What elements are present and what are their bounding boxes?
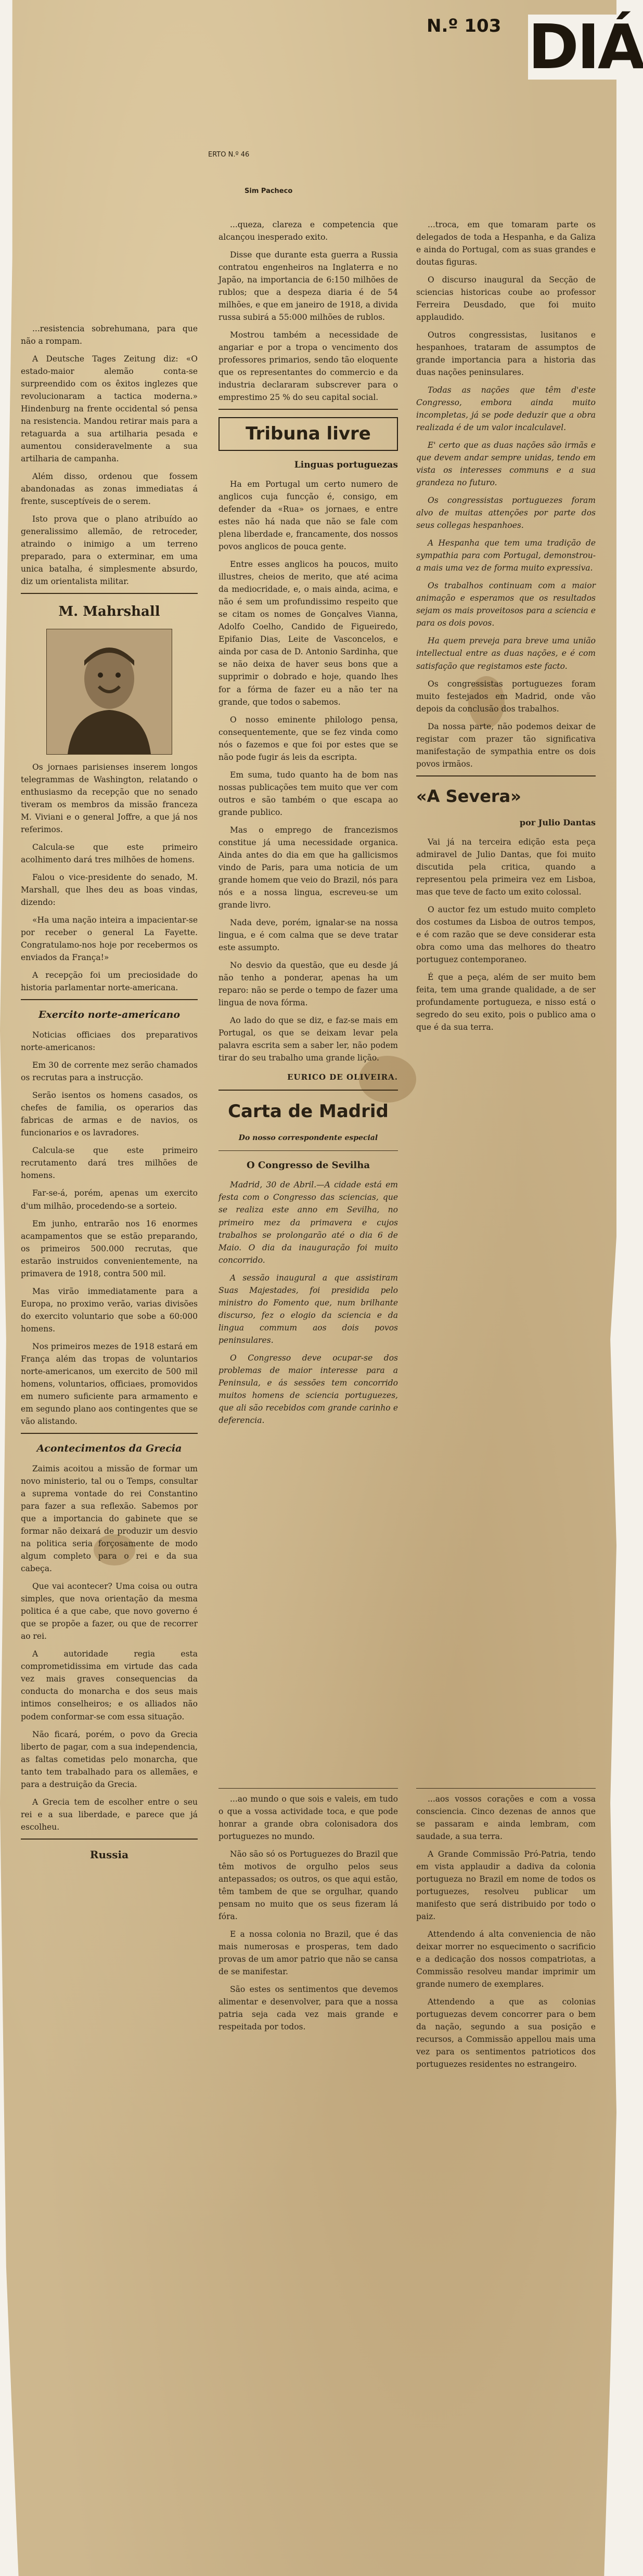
paragraph: A autoridade regia esta comprometidissima em virtude das cada vez mais graves consequencias da conducta do monarcha e dos seus mais intimos conselheiros; e os alliados não podem conformar-se com essa situação.	[21, 1649, 198, 1721]
divider	[21, 1839, 198, 1840]
paragraph: Em junho, entrarão nos 16 enormes acampamentos que se estão preparando, os primeiros 500.000 recrutas, que estarão instruidos convenientemente, na primavera de 1918, contra 500 mil.	[21, 1219, 198, 1278]
paragraph: Falou o vice-presidente do senado, M. Marshall, que lhes deu as boas vindas, dizendo:	[21, 872, 198, 907]
divider	[21, 593, 198, 594]
section-title-congresso: O Congresso de Sevilha	[246, 1159, 370, 1171]
paragraph: Não ficará, porém, o povo da Grecia liberto de pagar, com a sua independencia, as faltas cometidas pelo monarcha, que tanto tem trabalhado para os allemães, e para a destruição da Grecia.	[21, 1729, 198, 1789]
divider	[218, 1788, 398, 1789]
paragraph: Da nossa parte, não podemos deixar de registar com prazer tão significativa manifestação de sympathia entre os dois povos irmãos.	[416, 721, 596, 769]
section-subtitle-linguas: Linguas portuguezas	[294, 459, 398, 470]
masthead-title: DIÁ	[528, 11, 643, 83]
section-title-grecia: Acontecimentos da Grecia	[36, 1442, 182, 1454]
paragraph: A Grande Commissão Pró-Patria, tendo em vista applaudir a dadiva da colonia portugueza no Brazil em nome de todos os portuguezes, resolveu publicar um manifesto que será distribuido por todo o paiz.	[416, 1849, 596, 1922]
paragraph: Que vai acontecer? Uma coisa ou outra simples, que nova orientação da mesma politica é a que cabe, que novo governo é que se propõe a fazer, ou que de recorrer ao rei.	[21, 1582, 198, 1641]
paragraph: Os congressistas portuguezes foram muito festejados em Madrid, onde vão depois da conclusão dos trabalhos.	[416, 679, 596, 714]
paragraph: Os congressistas portuguezes foram alvo de muitas attenções por parte dos seus collegas hespanhoes.	[416, 496, 596, 530]
paragraph: Disse que durante esta guerra a Russia contratou engenheiros na Inglaterra e no Japão, na importancia de 6:150 milhões de rublos; que a despeza diaria é de 54 milhões, e que em janeiro de 1918, a divida russa subirá a 55:000 milhões de rublos.	[218, 250, 398, 322]
paragraph: Vai já na terceira edição esta peça admiravel de Julio Dantas, que foi muito discutida pela critica, quando a representou pela primeira vez em Lisboa, mas que teve de facto um exito colossal.	[416, 837, 596, 897]
issue-number: N.º 103	[427, 16, 501, 36]
bottom-left-column	[218, 1784, 398, 2038]
paragraph: Em 30 de corrente mez serão chamados os recrutas para a instrucção.	[21, 1060, 198, 1083]
paragraph: Mas o emprego de francezismos constitue já uma necessidade organica. Ainda antes do dia em que ha gallicismos vindo de Paris, para uma noticia de um grande homem que veio do Brazil, nós para nós e a nossa lingua, escreveu-se um grande livro.	[218, 825, 398, 910]
paragraph: A sessão inaugural a que assistiram Suas Majestades, foi presidida pelo ministro do Fomento que, num brilhante discurso, fez o elogio da sciencia e da lingua commum aos dois povos peninsulares.	[218, 1273, 398, 1345]
paragraph: Todas as nações que têm d'este Congresso, embora ainda muito incompletas, já se pode deduzir que a obra realizada é de um valor incalculavel.	[416, 385, 596, 433]
paragraph: Ha quem preveja para breve uma união intellectual entre as duas nações, e é com satisfação que registamos este facto.	[416, 636, 596, 671]
paragraph: E' certo que as duas nações são irmãs e que devem andar sempre unidas, tendo em vista os interesses communs e a sua grandeza no futuro.	[416, 441, 596, 488]
section-byline-severa: por Julio Dantas	[519, 818, 596, 828]
paragraph: Mas virão immediatamente para a Europa, no proximo verão, varias divisões do exercito voluntario que sobe a 60:000 homens.	[21, 1286, 198, 1334]
divider	[218, 1090, 398, 1091]
strip-label-mid: Sim Pacheco	[245, 187, 293, 195]
paragraph: ...queza, clareza e competencia que alcançou inesperado exito.	[218, 220, 398, 242]
portrait-illustration	[47, 629, 172, 754]
divider	[416, 1788, 596, 1789]
paragraph: Calcula-se que este primeiro acolhimento dará tres milhões de homens.	[21, 842, 198, 864]
paragraph: O nosso eminente philologo pensa, consequentemente, que se fez vinda como nós o fazemos e que foi por estes que se não pode fugir ás leis da escripta.	[218, 715, 398, 762]
section-title-mahrshall: M. Mahrshall	[58, 604, 160, 620]
paragraph: A Deutsche Tages Zeitung diz: «O estado-maior alemão conta-se surpreendido com os êxitos inglezes que revolucionaram a tactica moderna.» Hindenburg na frente occidental só pensa na resistencia. Mandou retirar mais para a retaguarda a sua artilharia pesada e aumentou consideravelmente a sua artilharia de campanha.	[21, 354, 198, 464]
paragraph: ...troca, em que tomaram parte os delegados de toda a Hespanha, e da Galiza e ainda do Portugal, com as suas grandes e doutas figuras.	[416, 220, 596, 267]
paragraph: Mostrou também a necessidade de angariar e por a tropa o vencimento dos professores primarios, sendo tão eloquente que os representantes do commercio e da industria declararam subscrever para o emprestimo 25 % do seu capital social.	[218, 330, 398, 403]
paragraph: Zaimis acoitou a missão de formar um novo ministerio, tal ou o Temps, consultar a suprema vontade do rei Constantino para fazer a sua reflexão. Sabemos por que a importancia do gabinete que se formar não deixará de produzir um desvio na politica seria forçosamente de modo algum completo para o rei e da sua cabeça.	[21, 1464, 198, 1574]
paragraph: No desvio da questão, que eu desde já não tenho a ponderar, apenas ha um reparo: não se perde o tempo de fazer uma lingua de nova fórma.	[218, 960, 398, 1007]
paragraph: Em suma, tudo quanto ha de bom nas nossas publicações tem muito que ver com outros e são também o que escapa ao grande publico.	[218, 770, 398, 817]
paragraph: O auctor fez um estudo muito completo dos costumes da Lisboa de outros tempos, e é com razão que se deve considerar esta obra como uma das melhores do theatro portuguez contemporaneo.	[416, 905, 596, 965]
paragraph: Nos primeiros mezes de 1918 estará em França além das tropas de voluntarios norte-americanos, um exercito de 500 mil homens, voluntarios, officiaes, promovidos em numero suficiente para armamento e em segundo plano aos contingentes que se vão alistando.	[21, 1341, 198, 1426]
divider	[218, 1150, 398, 1151]
paragraph: Noticias officiaes dos preparativos norte-americanos:	[21, 1030, 198, 1053]
paragraph: E a nossa colonia no Brazil, que é das mais numerosas e prosperas, tem dado provas de um amor patrio que não se cansa de se manifestar.	[218, 1930, 398, 1977]
divider	[21, 1433, 198, 1434]
column-2	[218, 218, 398, 1432]
paragraph: A recepção foi um preciosidade do historia parlamentar norte-americana.	[21, 970, 198, 992]
paragraph: O Congresso deve ocupar-se dos problemas de maior interesse para a Peninsula, e ás sessões tem concorrido muitos homens de sciencia portuguezes, que ali são recebidos com grande carinho e deferencia.	[218, 1353, 398, 1425]
column-3	[416, 218, 596, 1039]
paragraph: ...ao mundo o que sois e valeis, em tudo o que a vossa actividade toca, e que pode honrar a grande obra colonisadora dos portuguezes no mundo.	[218, 1794, 398, 1842]
divider	[218, 409, 398, 410]
column-1	[21, 322, 198, 1869]
paragraph: A Hespanha que tem uma tradição de sympathia para com Portugal, demonstrou-a mais uma vez de forma muito expressiva.	[416, 538, 596, 573]
paragraph: Ao lado do que se diz, e faz-se mais em Portugal, os que se deixam levar pela palavra escrita sem a saber ler, não podem tirar do seu trabalho uma grande lição.	[218, 1015, 398, 1063]
paragraph: ...aos vossos corações e com a vossa consciencia. Cinco dezenas de annos que se passaram e ainda lembram, com saudade, a sua terra.	[416, 1794, 596, 1842]
paragraph: Far-se-á, porém, apenas um exercito d'um milhão, procedendo-se a sorteio.	[21, 1188, 198, 1211]
paragraph: Nada deve, porém, ignalar-se na nossa lingua, e é com calma que se deve tratar este assumpto.	[218, 917, 398, 952]
paragraph: Attendendo a que as colonias portuguezas devem concorrer para o bem da nação, segundo a sua posição e recursos, a Commissão appellou mais uma vez para os sentimentos patrioticos dos portuguezes residentes no estrangeiro.	[416, 1997, 596, 2069]
tribuna-signature: EURICO DE OLIVEIRA.	[287, 1072, 398, 1082]
paragraph: Ha em Portugal um certo numero de anglicos cuja funcção é, consigo, em defender da «Rua» os jornaes, e entre estes não há nada que não se fale com plena liberdade e, francamente, dos nossos povos anglicos de pouca gente.	[218, 480, 398, 552]
paragraph: Além disso, ordenou que fossem abandonadas as zonas immediatas á frente, susceptíveis de o serem.	[21, 472, 198, 507]
section-title-exercito: Exercito norte-americano	[38, 1008, 181, 1020]
paragraph: Os jornaes parisienses inserem longos telegrammas de Washington, relatando o enthusiasmo da recepção que no senado tiveram os membros da missão franceza M. Viviani e o general Joffre, a que já nos referimos.	[21, 762, 198, 834]
paragraph: Attendendo á alta conveniencia de não deixar morrer no esquecimento o sacrificio e a dedicação dos nossos compatriotas, a Commissão resolveu mandar imprimir um grande numero de exemplares.	[416, 1930, 596, 1989]
section-title-russia: Russia	[89, 1848, 129, 1861]
portrait-image	[46, 629, 172, 755]
paragraph: Outros congressistas, lusitanos e hespanhoes, trataram de assumptos de grande importancia para a historia das duas nações peninsulares.	[416, 330, 596, 378]
paragraph: Madrid, 30 de Abril.—A cidade está em festa com o Congresso das sciencias, que se realiza este anno em Sevilha, no primeiro mez da primavera e cujos trabalhos se prolongarão até o dia 6 de Maio. O dia da inauguração foi muito concorrido.	[218, 1180, 398, 1265]
section-title-severa: «A Severa»	[416, 786, 521, 806]
paragraph: Os trabalhos continuam com a maior animação e esperamos que os resultados sejam os mais proveitosos para a sciencia e para os dois povos.	[416, 581, 596, 628]
section-title-tribuna: Tribuna livre	[218, 417, 398, 451]
paragraph: Entre esses anglicos ha poucos, muito illustres, cheios de merito, que até acima da mediocridade, e, o mais ainda, acima, e não é sem um profundissimo respeito que se citam os nomes de Gonçalves Vianna, Adolfo Coelho, Candido de Figueiredo, Epifanio Dias, Leite de Vasconcelos, e ainda por casa de D. Antonio Sardinha, que se não deixa de haver seus bons que a supprimir o dobrado e hoje, quando lhes for a fórma de fazer eu a não ter na grande, que todos o sabemos.	[218, 560, 398, 707]
bottom-right-column	[416, 1784, 596, 2076]
paragraph: A Grecia tem de escolher entre o seu rei e a sua liberdade, e parece que já escolheu.	[21, 1797, 198, 1832]
paragraph: É que a peça, além de ser muito bem feita, tem uma grande qualidade, a de ser profundamente portugueza, e nisso está o segredo do seu exito, pois o publico ama o que é da sua terra.	[416, 973, 596, 1032]
divider	[21, 999, 198, 1000]
section-subtitle-correspondente: Do nosso correspondente especial	[238, 1133, 378, 1142]
paragraph: Não são só os Portuguezes do Brazil que têm motivos de orgulho pelos seus antepassados; os outros, os que aqui estão, têm tambem de que se orgulhar, quando pensam no muito que os seus fizeram lá fóra.	[218, 1849, 398, 1922]
paragraph: ...resistencia sobrehumana, para que não a rompam.	[21, 324, 198, 346]
paragraph: Isto prova que o plano atribuído ao generalissimo allemão, de retroceder, atraindo o inimigo a um terreno preparado, para o exterminar, em uma unica batalha, é simplesmente absurdo, diz um orientalista militar.	[21, 514, 198, 587]
paragraph: São estes os sentimentos que devemos alimentar e desenvolver, para que a nossa patria seja cada vez mais grande e respeitada por todos.	[218, 1985, 398, 2032]
paragraph: O discurso inaugural da Secção de sciencias historicas coube ao professor Ferreira Deusdado, que foi muito applaudido.	[416, 275, 596, 322]
paragraph: Calcula-se que este primeiro recrutamento dará tres milhões de homens.	[21, 1146, 198, 1181]
section-title-carta: Carta de Madrid	[228, 1101, 389, 1122]
paragraph: «Ha uma nação inteira a impacientar-se por receber o general La Fayette. Congratulamo-nos hoje por recebermos os enviados da França!»	[21, 915, 198, 962]
divider	[416, 775, 596, 776]
strip-label-left: ERTO N.º 46	[208, 151, 250, 159]
paragraph: Serão isentos os homens casados, os chefes de familia, os operarios das fabricas de armas e de navios, os funcionarios e os lavradores.	[21, 1091, 198, 1138]
